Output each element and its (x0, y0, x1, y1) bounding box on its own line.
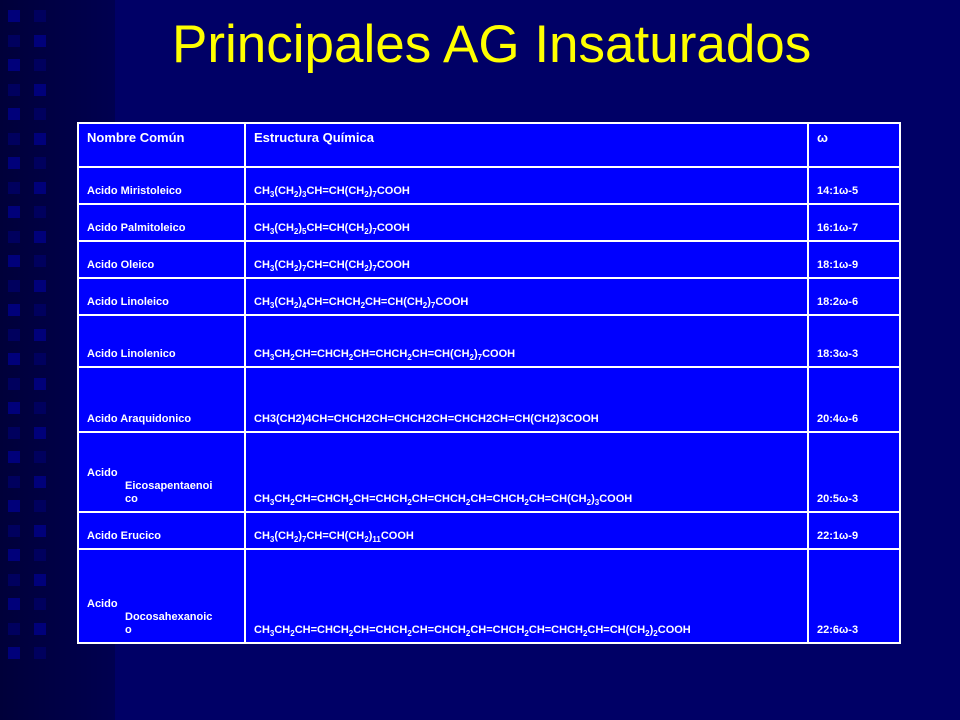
decorative-square (34, 255, 46, 267)
omega-cell: 20:5ω-3 (808, 432, 900, 512)
formula-cell (245, 241, 808, 278)
acid-name-cell (78, 512, 245, 549)
formula-cell (245, 432, 808, 512)
formula-cell (245, 367, 808, 432)
decorative-square (34, 10, 46, 22)
decorative-square (8, 206, 20, 218)
decorative-square (8, 402, 20, 414)
table-row (78, 549, 900, 643)
chemical-formula: CH3(CH2)4CH=CHCH2CH=CHCH2CH=CHCH2CH=CH(CH2)3COOH (254, 413, 599, 425)
decorative-square (34, 231, 46, 243)
decorative-square (8, 378, 20, 390)
table-row (78, 278, 900, 315)
formula-cell (245, 167, 808, 204)
acid-name: Acido (87, 467, 118, 479)
formula-cell (245, 512, 808, 549)
decorative-square (34, 59, 46, 71)
slide-title: Principales AG Insaturados (172, 15, 812, 74)
omega-cell: 20:4ω-6 (808, 367, 900, 432)
decorative-square (34, 476, 46, 488)
formula-cell (245, 549, 808, 643)
decorative-square (34, 647, 46, 659)
decorative-square (34, 182, 46, 194)
table-row (78, 367, 900, 432)
table-row (78, 241, 900, 278)
decorative-square (34, 574, 46, 586)
decorative-square (34, 84, 46, 96)
chemical-formula: $CH_3(CH_2)_3CH=CH(CH_2)_7COOH$ (254, 185, 410, 199)
acid-name-cell (78, 432, 245, 512)
decorative-square (34, 500, 46, 512)
decorative-square (34, 35, 46, 47)
decorative-square (8, 108, 20, 120)
decorative-square (8, 157, 20, 169)
decorative-square (34, 598, 46, 610)
fatty-acid-table-frame (77, 122, 899, 644)
decorative-square (34, 402, 46, 414)
acid-name-cell (78, 549, 245, 643)
decorative-square (34, 133, 46, 145)
decorative-square (34, 525, 46, 537)
table-row (78, 512, 900, 549)
decorative-square (8, 329, 20, 341)
omega-cell: 18:1ω-9 (808, 241, 900, 278)
formula-cell (245, 315, 808, 367)
chemical-formula: $CH_3(CH_2)_7CH=CH(CH_2)_{11}COOH$ (254, 530, 414, 544)
formula-cell (245, 204, 808, 241)
table-row (78, 432, 900, 512)
header-cell-chemical-structure: Estructura Química (245, 123, 808, 167)
chemical-formula: $CH_3CH_2CH=CHCH_2CH=CHCH_2CH=CH(CH_2)_7COOH$ (254, 348, 516, 362)
formula-cell (245, 278, 808, 315)
header-cell-common-name: Nombre Común (78, 123, 245, 167)
chemical-formula: $CH_3(CH_2)_5CH=CH(CH_2)_7COOH$ (254, 222, 410, 236)
acid-name-continued: Docosahexanoic (125, 611, 213, 623)
decorative-square (8, 84, 20, 96)
decorative-square (34, 280, 46, 292)
chemical-formula: $CH_3(CH_2)_4CH=CHCH_2CH=CH(CH_2)_7COOH$ (254, 296, 469, 310)
decorative-square (8, 280, 20, 292)
table-row (78, 315, 900, 367)
decorative-square (8, 549, 20, 561)
omega-cell: 22:1ω-9 (808, 512, 900, 549)
header-cell-omega: ω (808, 123, 900, 167)
decorative-square (8, 231, 20, 243)
decorative-square (8, 133, 20, 145)
decorative-square (8, 598, 20, 610)
decorative-square (8, 182, 20, 194)
acid-name-cell (78, 204, 245, 241)
decorative-square (34, 329, 46, 341)
decorative-square (8, 304, 20, 316)
decorative-square (8, 427, 20, 439)
decorative-square (8, 647, 20, 659)
decorative-square (8, 525, 20, 537)
omega-cell: 22:6ω-3 (808, 549, 900, 643)
acid-name-cell (78, 367, 245, 432)
omega-cell: 18:3ω-3 (808, 315, 900, 367)
decorative-square (34, 206, 46, 218)
acid-name-continued: co (125, 493, 138, 505)
acid-name: Acido Linolenico (87, 348, 176, 360)
chemical-formula: $CH_3CH_2CH=CHCH_2CH=CHCH_2CH=CHCH_2CH=CHCH_2CH=CH(CH_2)_3COOH$ (254, 493, 633, 507)
decorative-square (34, 549, 46, 561)
table-row (78, 204, 900, 241)
acid-name: Acido (87, 598, 118, 610)
acid-name-cell (78, 167, 245, 204)
decorative-square (8, 10, 20, 22)
decorative-square (8, 255, 20, 267)
chemical-formula: $CH_3(CH_2)_7CH=CH(CH_2)_7COOH$ (254, 259, 410, 273)
table-header-row (78, 123, 900, 167)
decorative-square (8, 353, 20, 365)
acid-name-continued: o (125, 624, 132, 636)
decorative-square (8, 574, 20, 586)
decorative-square (34, 378, 46, 390)
acid-name: Acido Palmitoleico (87, 222, 186, 234)
decorative-square (34, 304, 46, 316)
decorative-square (34, 108, 46, 120)
decorative-square (8, 59, 20, 71)
decorative-square (34, 623, 46, 635)
table-row (78, 167, 900, 204)
acid-name: Acido Araquidonico (87, 413, 192, 425)
acid-name-cell (78, 241, 245, 278)
acid-name: Acido Erucico (87, 530, 161, 542)
acid-name: Acido Linoleico (87, 296, 169, 308)
omega-cell: 18:2ω-6 (808, 278, 900, 315)
decorative-square (8, 451, 20, 463)
acid-name-cell (78, 315, 245, 367)
decorative-square (8, 500, 20, 512)
decorative-square (8, 476, 20, 488)
chemical-formula: $CH_3CH_2CH=CHCH_2CH=CHCH_2CH=CHCH_2CH=CHCH_2CH=CHCH_2CH=CH(CH_2)_2COOH$ (254, 624, 691, 638)
acid-name: Acido Miristoleico (87, 185, 182, 197)
decorative-square (34, 157, 46, 169)
acid-name-continued: Eicosapentaenoi (125, 480, 213, 492)
omega-cell: 14:1ω-5 (808, 167, 900, 204)
decorative-square (8, 623, 20, 635)
fatty-acid-table (77, 122, 901, 644)
acid-name-cell (78, 278, 245, 315)
acid-name: Acido Oleico (87, 259, 155, 271)
decorative-square (34, 427, 46, 439)
decorative-square (34, 451, 46, 463)
decorative-square (8, 35, 20, 47)
decorative-square (34, 353, 46, 365)
omega-cell: 16:1ω-7 (808, 204, 900, 241)
